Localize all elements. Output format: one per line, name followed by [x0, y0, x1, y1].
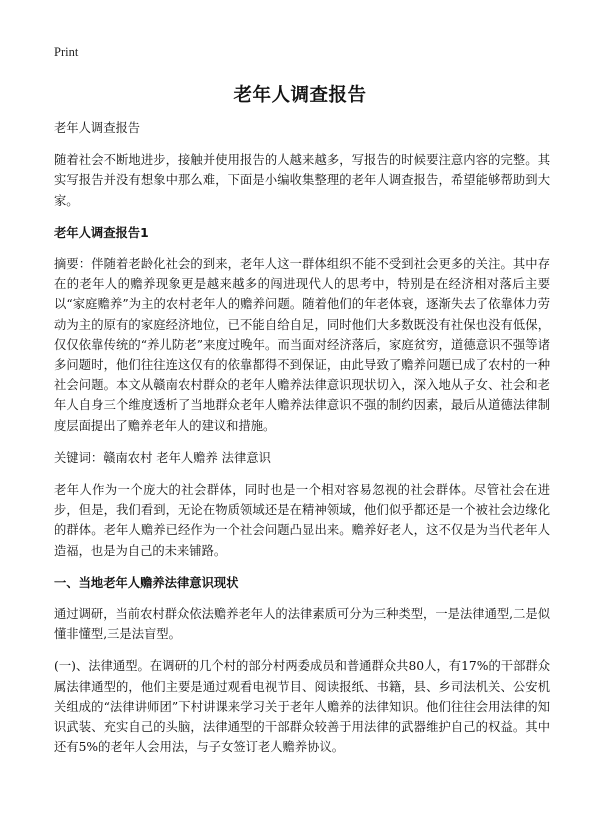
document-subtitle: 老年人调查报告 [54, 121, 141, 135]
keywords-line: 关键词：赣南农村 老年人赡养 法律意识 [54, 450, 271, 465]
paragraph-elderly-group: 老年人作为一个庞大的社会群体，同时也是一个相对容易忽视的社会群体。尽管社会在进步，但是，我们看到，无论在物质领域还是在精神领域，他们似乎都还是一个被社会边缘化的群体。老年人赡养已经作为一个社会问题凸显出来。赡养好老人，这不仅是为当代老年人造福，也是为自己的未来铺路。 [54, 483, 550, 558]
section2-heading: 一、当地老年人赡养法律意识现状 [54, 575, 239, 590]
abstract-paragraph: 摘要：伴随着老龄化社会的到来，老年人这一群体组织不能不受到社会更多的关注。其中存在的老年人的赡养现象更是越来越多的闯进现代人的思考中，特别是在经济相对落后主要以“家庭赡养”为主的农村老年人的赡养问题。随着他们的年老体衰，逐渐失去了依靠体力劳动为主的原有的家庭经济地位，已不能自给自足，同时他们大多数既没有社保也没有低保，仅仅依靠传统的“养儿防老”来度过晚年。而当面对经济落后，家庭贫穷，道德意识不强等诸多问题时，他们往往连这仅有的依靠都得不到保证，由此导致了赡养问题已成了农村的一种社会问题。本文从赣南农村群众的老年人赡养法律意识现状切入，深入地从子女、社会和老年人自身三个维度透析了当地群众老年人赡养法律意识不强的制约因素，最后从道德法律制度层面提出了赡养老年人的建议和措施。 [54, 257, 550, 433]
document-body [54, 118, 550, 769]
paragraph-survey-types: 通过调研，当前农村群众依法赡养老年人的法律素质可分为三种类型，一是法律通型,二是似懂非懂型,三是法盲型。 [54, 607, 550, 642]
intro-paragraph: 随着社会不断地进步，接触并使用报告的人越来越多，写报告的时候要注意内容的完整。其实写报告并没有想象中那么难，下面是小编收集整理的老年人调查报告，希望能够帮助到大家。 [54, 153, 550, 208]
paragraph-law-type: (一)、法律通型。在调研的几个村的部分村两委成员和普通群众共80人，有17%的干部群众属法律通型的，他们主要是通过观看电视节目、阅读报纸、书籍，县、乡司法机关、公安机关组成的“法律讲师团”下村讲课来学习关于老年人赡养的法律知识。他们往往会用法律的知识武装、充实自己的头脑，法律通型的干部群众较善于用法律的武器维护自己的权益。其中还有5%的老年人会用法，与子女签订老人赡养协议。 [54, 659, 550, 755]
page-title: 老年人调查报告 [233, 85, 367, 106]
print-label: Print [54, 45, 79, 59]
section1-heading: 老年人调查报告1 [54, 225, 149, 240]
